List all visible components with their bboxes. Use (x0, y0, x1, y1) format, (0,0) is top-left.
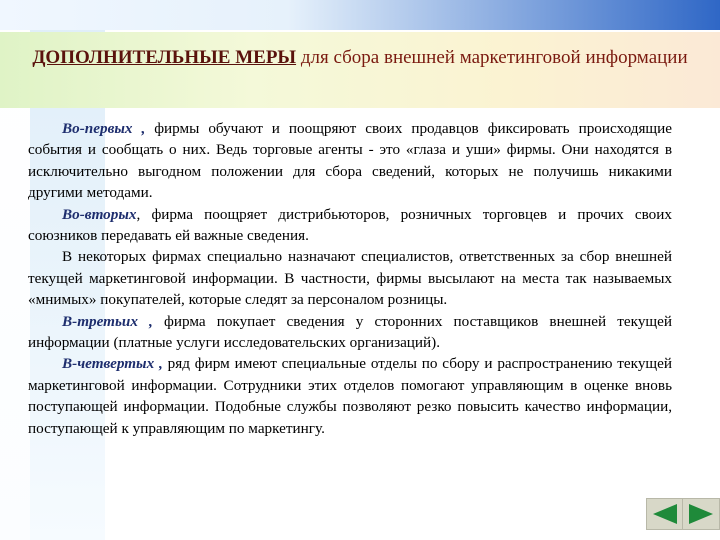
arrow-right-icon (688, 503, 714, 525)
prev-slide-button[interactable] (646, 498, 684, 530)
next-slide-button[interactable] (682, 498, 720, 530)
paragraph-5-lead: В-четвертых , (62, 355, 163, 373)
paragraph-3-text: В некоторых фирмах специально назначают специалистов, ответственных за сбор внешней текущей маркетинговой информации. В частности, фирмы высылают на места так называемых «мнимых» покупателей, которые следят за персоналом розницы. (28, 248, 672, 309)
slide-title (0, 44, 720, 72)
paragraph-2 (28, 204, 672, 247)
background-top-band (0, 0, 720, 30)
paragraph-1-text: фирмы обучают и поощряют своих продавцов фиксировать происходящие события и сообщать о них. Ведь торговые агенты - это «глаза и уши» фирмы. Они находятся в исключительно выгодном положении для сбора сведений, которых не получишь никакими другими методами. (28, 120, 672, 202)
paragraph-1 (28, 118, 672, 204)
slide-title-rest: для сбора внешней маркетинговой информации (296, 47, 688, 68)
paragraph-4-lead: В-третьих , (62, 312, 153, 330)
slide-body (28, 118, 672, 439)
slide-title-head: ДОПОЛНИТЕЛЬНЫЕ МЕРЫ (32, 47, 297, 68)
arrow-left-icon (652, 503, 678, 525)
paragraph-3 (28, 246, 672, 310)
paragraph-5 (28, 353, 672, 439)
paragraph-4 (28, 311, 672, 354)
paragraph-1-lead: Во-первых , (62, 120, 146, 137)
paragraph-4-text: фирма покупает сведения у сторонних поставщиков внешней текущей информации (платные услуги исследовательских организаций). (28, 312, 672, 352)
paragraph-2-text: , фирма поощряет дистрибьюторов, розничных торговцев и прочих своих союзников передавать ей важные сведения. (28, 205, 672, 245)
paragraph-2-lead: Во-вторых (62, 205, 137, 223)
paragraph-5-text: ряд фирм имеют специальные отделы по сбору и распространению текущей маркетинговой информации. Сотрудники этих отделов помогают управляющим в оценке вновь поступающей информации. Подобные службы позволяют резко повысить качество информации, поступающей к управляющим по маркетингу. (28, 355, 672, 437)
